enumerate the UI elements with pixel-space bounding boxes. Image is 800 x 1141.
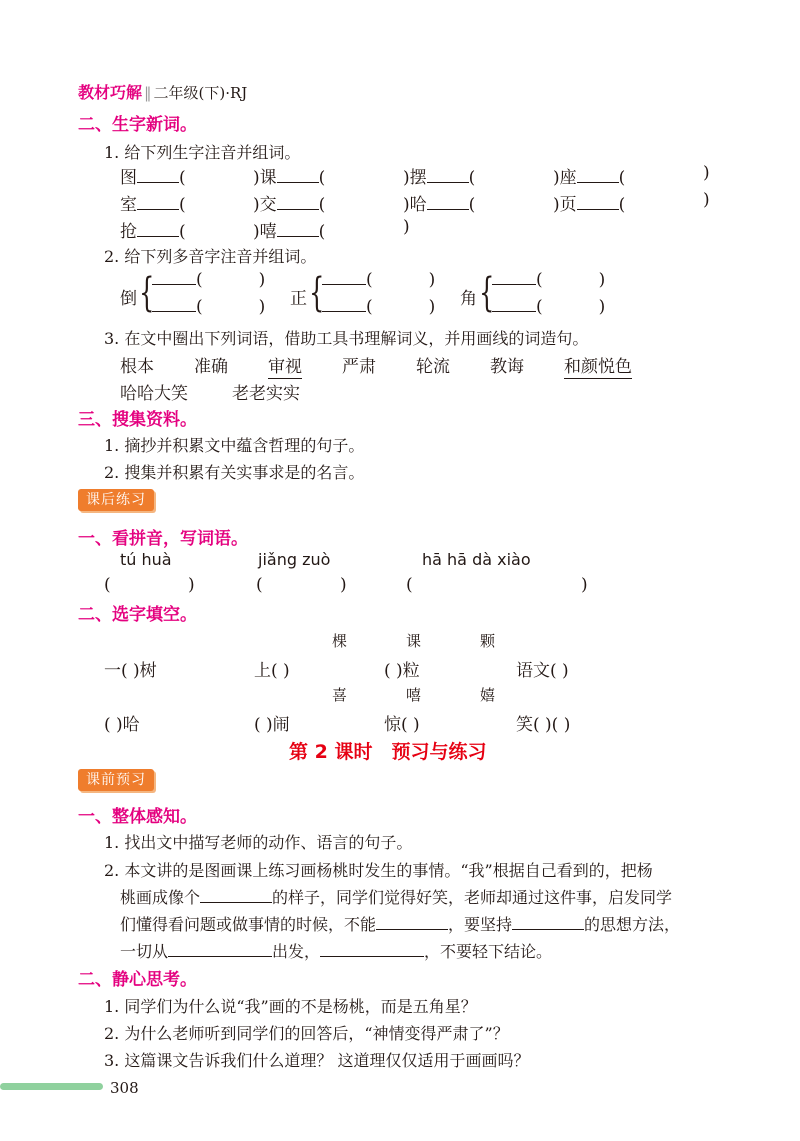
collect-q2: 2. 搜集并积累有关实事求是的名言。 (104, 463, 365, 482)
char-item: 室 ( (120, 195, 186, 215)
overall-q1: 1. 找出文中描写老师的动作、语言的句子。 (104, 833, 413, 852)
poly-char: 角 (460, 289, 477, 309)
answer-paren: ) (340, 575, 347, 595)
fill-item: 语文( ) (516, 661, 569, 681)
question-2: 2. 给下列多音字注音并组词。 (104, 247, 317, 266)
page-number: 308 (110, 1079, 139, 1097)
section-title-think: 二、静心思考。 (78, 970, 197, 990)
pinyin-item: hā hā dà xiào (422, 550, 531, 569)
brace-icon: { (479, 270, 495, 316)
char-item: )哈 ( (403, 195, 476, 215)
book-brand: 教材巧解 (78, 83, 143, 102)
pinyin-item: jiǎng zuò (258, 550, 331, 569)
poly-line: ( ) (492, 270, 605, 290)
poly-line: ( ) (322, 297, 435, 317)
think-q3: 3. 这篇课文告诉我们什么道理？ 这道理仅仅适用于画画吗？ (104, 1051, 530, 1070)
overall-q2-line2: 桃画成像个 的样子，同学们觉得好笑，老师却通过这件事，启发同学 (120, 888, 673, 907)
collect-q1: 1. 摘抄并积累文中蕴含哲理的句子。 (104, 436, 365, 455)
think-q1: 1. 同学们为什么说“我”画的不是杨桃，而是五角星？ (104, 997, 477, 1016)
char-item: )交 ( (253, 195, 326, 215)
char-item: 抢 ( (120, 222, 186, 242)
paren-close: ) (703, 163, 710, 183)
char-item: )座 ( (553, 168, 626, 188)
vocab-word: 教诲 (490, 357, 524, 377)
brace-icon: { (139, 270, 155, 316)
poly-line: ( ) (152, 297, 265, 317)
poly-char: 倒 (120, 289, 137, 309)
poly-char: 正 (290, 289, 307, 309)
answer-paren: ( (406, 575, 413, 595)
vocab-word: 轮流 (416, 357, 450, 377)
fill-item: ( )粒 (384, 661, 420, 681)
section-title-pinyin: 一、看拼音，写词语。 (78, 529, 248, 549)
think-q2: 2. 为什么老师听到同学们的回答后，“神情变得严肃了”？ (104, 1024, 509, 1043)
pinyin-item: tú huà (120, 550, 172, 569)
section-title-new-words: 二、生字新词。 (78, 115, 197, 135)
char-item: )摆 ( (403, 168, 476, 188)
fill-item: 一( )树 (104, 661, 157, 681)
choice-char: 喜 (332, 686, 350, 704)
fill-item: 惊( ) (384, 715, 420, 735)
section-title-collect: 三、搜集资料。 (78, 410, 197, 430)
answer-paren: ) (188, 575, 195, 595)
char-item: 图 ( (120, 168, 186, 188)
book-header (78, 80, 247, 103)
after-class-banner: 课后练习 (78, 489, 154, 511)
footer-bar (0, 1083, 103, 1090)
choice-char: 课 (406, 632, 424, 650)
overall-q2-line4: 一切从 出发， ，不要轻下结论。 (120, 942, 553, 961)
poly-line: ( ) (322, 270, 435, 290)
poly-line: ( ) (492, 297, 605, 317)
preview-banner: 课前预习 (78, 769, 154, 791)
choice-char: 棵 (332, 632, 350, 650)
vocab-word: 老老实实 (232, 384, 300, 404)
vocab-word-underlined: 审视 (268, 352, 302, 379)
char-item: )嘻 ( (253, 222, 326, 242)
question-3: 3. 在文中圈出下列词语，借助工具书理解词义，并用画线的词造句。 (104, 329, 589, 348)
fill-item: ( )哈 (104, 715, 140, 735)
poly-line: ( ) (152, 270, 265, 290)
vocab-word: 准确 (194, 357, 228, 377)
vocab-word: 哈哈大笑 (120, 384, 188, 404)
chapter-title: 第 2 课时 预习与练习 (289, 741, 487, 763)
vocab-word: 根本 (120, 357, 154, 377)
brace-icon: { (309, 270, 325, 316)
section-title-choose: 二、选字填空。 (78, 605, 197, 625)
grade-label: 二年级(下)·RJ (153, 84, 248, 102)
answer-paren: ( (104, 575, 111, 595)
fill-item: ( )闹 (254, 715, 290, 735)
char-item: )页 ( (553, 195, 626, 215)
overall-q2-line1: 2. 本文讲的是图画课上练习画杨桃时发生的事情。“我”根据自己看到的，把杨 (104, 861, 653, 880)
choice-char: 颗 (480, 632, 498, 650)
vocab-word: 严肃 (342, 357, 376, 377)
fill-item: 上( ) (254, 661, 290, 681)
paren-close: ) (703, 190, 710, 210)
vocab-word-underlined: 和颜悦色 (564, 352, 632, 379)
choice-char: 嘻 (406, 686, 424, 704)
char-item: )课 ( (253, 168, 326, 188)
fill-item: 笑( )( ) (516, 715, 571, 735)
answer-paren: ( (256, 575, 263, 595)
paren-close: ) (403, 217, 410, 237)
choice-char: 嬉 (480, 686, 498, 704)
header-divider: ‖ (144, 84, 152, 102)
overall-q2-line3: 们懂得看问题或做事情的时候，不能 ，要坚持 的思想方法， (120, 915, 681, 934)
question-1: 1. 给下列生字注音并组词。 (104, 143, 301, 162)
answer-paren: ) (581, 575, 588, 595)
section-title-overall: 一、整体感知。 (78, 807, 197, 827)
